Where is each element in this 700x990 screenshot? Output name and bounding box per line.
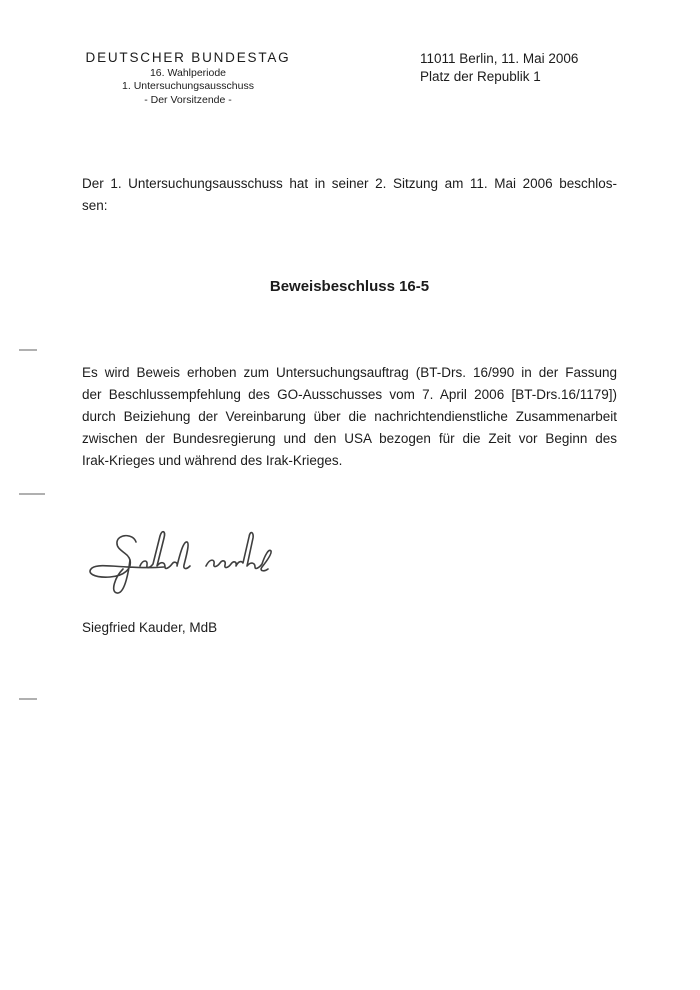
- date-address-block: [420, 50, 578, 85]
- decision-line: der Beschlussempfehlung des GO-Ausschusses vom 7. April 2006 [BT-Drs.16/1179]): [82, 387, 617, 402]
- fold-mark-top: [19, 349, 37, 351]
- signature-strokes: [90, 532, 271, 593]
- address-line: Platz der Republik 1: [420, 68, 541, 84]
- org-name: DEUTSCHER BUNDESTAG: [85, 50, 291, 65]
- intro-line: Der 1. Untersuchungsausschuss hat in seiner 2. Sitzung am 11. Mai 2006 beschlos-: [82, 176, 617, 191]
- fold-mark-bottom: [19, 698, 37, 700]
- decision-line: zwischen der Bundesregierung und den USA bezogen für die Zeit vor Beginn des: [82, 431, 617, 446]
- decision-line: durch Beiziehung der Vereinbarung über die nachrichtendienstliche Zusammenarbeit: [82, 409, 617, 424]
- letterhead-left-block: [78, 50, 298, 107]
- period-line: 16. Wahlperiode: [149, 67, 227, 79]
- intro-paragraph: [82, 173, 617, 217]
- decision-line: Es wird Beweis erhoben zum Untersuchungsauftrag (BT-Drs. 16/990 in der Fassung: [82, 365, 617, 380]
- fold-mark-middle: [19, 493, 45, 495]
- signature-image: [84, 522, 274, 600]
- handwritten-signature: [84, 522, 274, 600]
- committee-line: 1. Untersuchungsausschuss: [122, 80, 254, 93]
- signer-name: Siegfried Kauder, MdB: [82, 620, 218, 635]
- date-line: 11011 Berlin, 11. Mai 2006: [420, 51, 579, 66]
- role-line: - Der Vorsitzende -: [144, 93, 232, 106]
- intro-line: sen:: [82, 198, 108, 213]
- decision-line: Irak-Krieges und während des Irak-Krieges.: [82, 453, 343, 468]
- decision-paragraph: [82, 362, 617, 472]
- decision-title: Beweisbeschluss 16-5: [269, 278, 430, 295]
